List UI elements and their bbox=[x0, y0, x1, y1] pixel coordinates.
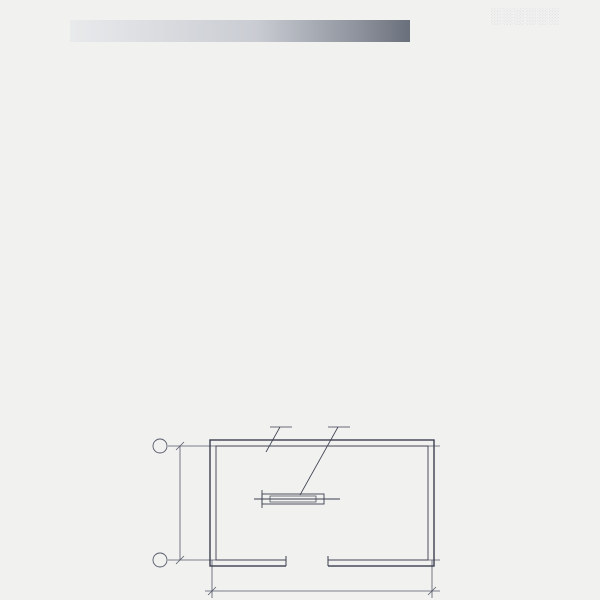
background-bleed-text: ░░░░░░ bbox=[490, 8, 560, 25]
manifold-equipment bbox=[254, 490, 340, 508]
block-outer-wall bbox=[210, 440, 434, 566]
callout-leader bbox=[300, 427, 338, 495]
door-opening bbox=[286, 556, 328, 568]
axis-bubble-a bbox=[153, 553, 167, 567]
axis-bubble-b bbox=[153, 439, 167, 453]
block-inner-wall bbox=[216, 446, 428, 560]
